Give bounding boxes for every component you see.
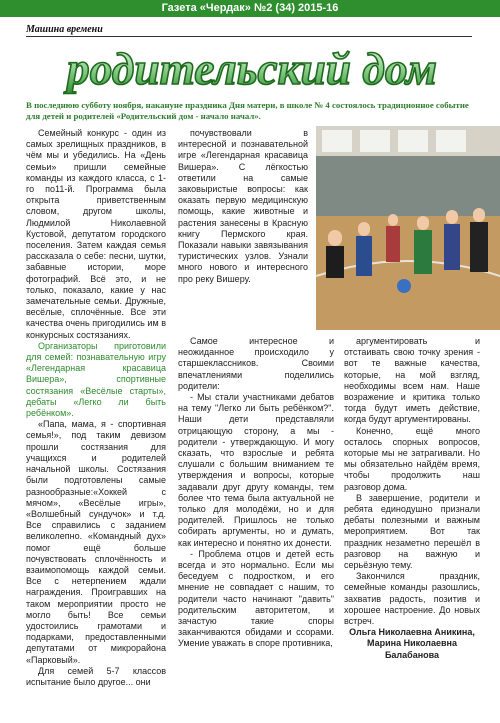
school-gym-photo xyxy=(316,126,500,330)
col1-paragraph-2: Организаторы приготовили для семей: познавательную игру «Легендарная красавица Вишера», спортивные состязания «Весёлые старты», дебаты «Легко ли быть ребёнком». xyxy=(26,340,166,419)
article-column-2-top xyxy=(178,128,308,285)
col2-paragraph-2: Самое интересное и неожиданное происходило у старшеклассников. Своими впечатлениями поделились родители: xyxy=(178,336,334,391)
article-lead: В последнюю субботу ноября, накануне праздника Дня матери, в школе № 4 состоялось традиционное событие для детей и родителей «Родительский дом - начало начал». xyxy=(26,100,469,121)
gym-photo-illustration xyxy=(316,126,500,330)
rubric-divider xyxy=(26,36,472,37)
headline-text: родительский дом xyxy=(63,43,438,94)
col3-paragraph-1: аргументировать и отстаивать свою точку зрения - вот те важные качества, которые, на мой взгляд, необходимы всем нам. Наше возражение и критика только тогда будут иметь действие, когда будут аргументированы. xyxy=(344,336,480,425)
newspaper-header xyxy=(0,0,500,17)
col3-paragraph-2: Конечно, ещё много осталось спорных вопросов, которые мы не затрагивали. Но мы обязательно найдём время, чтобы продолжить наш разговор дома. xyxy=(344,425,480,492)
section-rubric: Машина времени xyxy=(26,24,103,35)
col1-paragraph-3: «Папа, мама, я - спортивная семья!», под таким девизом прошли состязания для учащихся и родителей начальной школы. Состязания были подготовлены самые разнообразные:«Хоккей с мячом», «Весёлые игры», «Волшебный сундучок» и т.д. Все справились с заданием великолепно. «Командный дух» помог ещё больше почувствовать сплочённость и взаимопомощь каждой семьи. Все с нетерпением ждали награждения. Проигравших на таком мероприятии просто не могло быть! Все семьи удостоились грамотами и подарками, предоставленными депутатами от микрорайона «Парковый». xyxy=(26,419,166,665)
article-column-1 xyxy=(26,128,166,688)
author-signature-1: Ольга Николаевна Аникина, xyxy=(349,627,475,638)
col3-paragraph-4: Закончился праздник, семейные команды разошлись, захватив радость, позитив и хорошее настроение. До новых встреч. xyxy=(344,571,480,627)
col2-paragraph-1: почувствовали в интересной и познавательной игре «Легендарная красавица Вишера». С лёгкостью ответили на самые заковыристые вопросы: как оказать первую медицинскую помощь, какие животные и растения занесены в Красную книгу Пермского края. Показали навыки завязывания туристических узлов. Узнали много нового и интересного про реку Вишеру. xyxy=(178,128,308,284)
author-signature-2: Марина Николаевна Балабанова xyxy=(367,638,457,660)
col1-paragraph-4: Для семей 5-7 классов испытание было другое... они xyxy=(26,665,166,687)
newspaper-header-title: Газета «Чердак» №2 (34) 2015-16 xyxy=(161,2,339,14)
col2-paragraph-4: - Проблема отцов и детей есть всегда и это нормально. Если мы беседуем с подростком, и его мнение не совпадает с нашим, то родители часто начинают "давить" родительским авторитетом, и зачастую такие споры заканчиваются обидами и ссорами. Умение уважать в споре противника, xyxy=(178,548,334,649)
article-column-3 xyxy=(344,336,480,661)
col2-paragraph-3: - Мы стали участниками дебатов на тему "Легко ли быть ребёнком?". Наши дети представляли отрицающую сторону, а мы - родители - утверждающую. И могу сказать, что взрослые и ребята слушали с большим вниманием те утверждения и вопросы, которые задавали друг другу команды, тем более что тема была актуальной не только для молодёжи, но и для родителей. Пришлось не только собирать аргументы, но и думать, как интересно и понятно их донести. xyxy=(178,392,334,548)
headline-art xyxy=(62,40,442,100)
article-column-2-bottom xyxy=(178,336,334,650)
article-headline xyxy=(62,40,442,100)
col1-paragraph-1: Семейный конкурс - один из самых зрелищных праздников, в чём мы и убедились. На «День семьи» пришли семейные команды из каждого класса, с 1-го по11-й. Программа была открыта приветственным словом, другом школы, Людмилой Николаевной Кустовой, депутатом городского поселения. Затем каждая семья рассказала о себе: песни, шутки, забавные истории, море фотографий. Всё это, и не только, показало, какие у нас замечательные семьи. Дружные, весёлые, сплочённые. Все эти качества очень пригодились им в конкурсных состязаниях. xyxy=(26,128,166,340)
col3-paragraph-3: В завершение, родители и ребята единодушно признали дебаты полезными и важным мероприятием. Вот так праздник незаметно перешёл в разговор на важную и серьёзную тему. xyxy=(344,492,480,571)
